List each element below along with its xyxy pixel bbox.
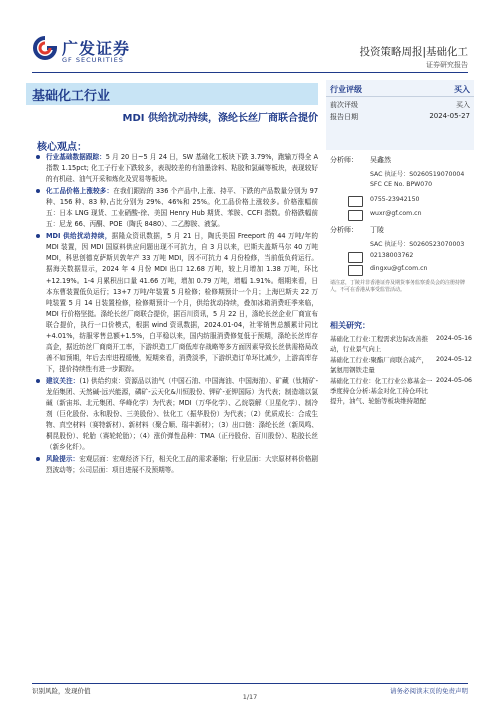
- rating-key: 前次评级: [330, 101, 358, 109]
- bullet-text: 在我们跟踪的 336 个产品中,上涨、持平、下跌的产品数量分别为 97 种、156 种、83 种,占比分别为 29%、46%和 25%。化工品价格上涨较多。价格涨幅前五：日本 LNG 现货、工业硝酸-徐、美国 Henry Hub 期货、苯胺、CCFI 指数。价格跌幅前五：尼龙 66、丙酮、POE（陶氏 8480）、二乙醇胺、液氯。: [46, 187, 319, 229]
- bullet-lead: 风险提示：: [46, 455, 80, 464]
- core-views-title: 核心观点：: [37, 142, 87, 153]
- footer-divider: [32, 683, 468, 684]
- bullet-lead: 行业基础数据跟踪：: [46, 153, 106, 161]
- bullet-lead: 建议关注：: [46, 376, 80, 385]
- gf-logo-icon: [32, 36, 58, 60]
- rating-divider: [326, 96, 474, 97]
- bullet-item: [46, 231, 318, 375]
- bullet-item: [46, 186, 318, 230]
- related-item-title[interactable]: 基础化工行业:工程需求边际改善推动，行业景气向上: [330, 335, 429, 354]
- report-type: 投资策略周报|基础化工: [359, 46, 468, 58]
- related-item[interactable]: [330, 355, 472, 375]
- analyst-sfc: SFC CE No. BPW070: [370, 181, 433, 188]
- bullet-item: [46, 454, 318, 476]
- bullet-text: 宏观层面：宏观经济下行，相关化工品的需求萎缩；行业层面：大宗原材料价格剧烈波动等；公司层面：项目进展不及预期等。: [46, 455, 319, 475]
- logo-name: 广发证券: [62, 39, 131, 58]
- bullet-item: [46, 152, 318, 185]
- email-icon: [348, 265, 363, 276]
- analyst-name: 丁陵: [370, 226, 384, 234]
- core-views-list: [46, 152, 318, 477]
- rating-value: 买入: [456, 101, 470, 109]
- bullet-lead: MDI 供给扰动持续，: [46, 232, 112, 241]
- analyst-sac: SAC 执证号：S0260519070004: [370, 171, 465, 178]
- industry-title: 基础化工行业: [32, 89, 111, 104]
- related-item[interactable]: [330, 376, 472, 407]
- related-research-title: 相关研究：: [330, 321, 370, 330]
- bullet-lead: 化工品价格上涨较多：: [46, 187, 114, 196]
- related-item[interactable]: [330, 334, 472, 354]
- related-item-title[interactable]: 基础化工行业:聚酯厂商联合减产，氯氨用钢铁走量: [330, 356, 429, 375]
- related-item-date: 2024-05-16: [436, 335, 472, 342]
- related-item-date: 2024-05-06: [436, 377, 472, 384]
- footer-slogan: 识别风险，发现价值: [32, 687, 91, 695]
- phone-icon: [348, 196, 363, 207]
- analyst-phone: 02138003762: [370, 252, 414, 259]
- analyst-role: 分析师：: [330, 156, 358, 164]
- report-subtitle: MDI 供给扰动持续，涤纶长丝厂商联合提价: [122, 113, 318, 124]
- email-icon: [348, 210, 363, 221]
- rating-value: 2024-05-27: [429, 112, 470, 120]
- bullet-text: (1) 供给约束：资源品以油气（中国石油、中国海油、中国海油）、矿藏（钛精矿-龙佰集团、天然碱-远兴能源，磷矿-云天化&川恒股份、钾矿-亚钾国际）为代表；制造端以氯碱（新宙邦、北元集团、华峰化学）为代表；MDI（万华化学）、乙烷裂解（卫星化学）、制冷剂（巨化股份、永和股份、三美股份）、钛化工（振华股份）为代表；（2）优质成长：合成生物、真空材料（赛特新材）、新材料（聚合顺、瑞丰新材）；（3）出口链：涤纶长丝（新凤鸣、桐昆股份）、轮胎（赛轮轮胎）；（4）涨价弹性品种：TMA（正丹股份、百川股份）、粘胶长丝（新乡化纤）。: [46, 376, 319, 452]
- analyst-note: 请注意，丁陵并非香港证券及期货事务监察委员会的注册持牌人，不可在香港从事受监管活动。: [330, 280, 466, 293]
- analyst-sac: SAC 执证号：S0260523070003: [370, 241, 465, 248]
- report-category: 证券研究报告: [426, 61, 468, 69]
- bullet-item: [46, 376, 318, 453]
- bullet-text: 据隆众资讯数据，5 月 21 日，陶氏美国 Freeport 的 44 万吨/年的 MDI 装置，因 MDI 国原料供应问题出现不可抗力，自 3 月以来，巴斯夫盖斯马尔 40 万吨 MDI，科思创德克萨斯贝敦年产 33 万吨 MDI，因不可抗力 4 月份检修，当前低负荷运行。据海关数据显示，2024 年 4 月份 MDI 出口 12.68 万吨，较上月增加 1.38 万吨，环比+12.19%。1-4 月累积出口量 41.66 万吨，增加 0.79 万吨，增幅 1.91%。烟期来看，日本东曹装置低负运行；13+7 万吨/年装置 5 月检修；检修期预计一个月；上海巴斯夫 22 万吨装置 5 月 14 日装置检修，检修期预计一个月，供给扰动持续，叠加冰箱消费旺季来临，MDI 行价格坚挺。涤纶长丝厂商联合提价，据百川资讯，5 月 22 日，涤纶长丝企业厂商宣布联合提价，执行一口价模式，根据 wind 资讯数据，2024.01-04，社零销售总额累计同比+4.01%，纺服零售总额+1.5%，白平稳以来，国内纺服消费修复低于预期，涤纶长丝库存高企，据近纺丝厂商商开工率，下游织造工厂商低库存战略等多方面因素导致长丝供需格局改善不如预期，年后去库进程缓慢，短期来看，消费淡季，下游织造订单环比减少，上游高库存下，提价持续性有进一步跟踪。: [46, 232, 318, 373]
- logo-english: GF SECURITIES: [62, 56, 124, 64]
- analyst-email[interactable]: dingxu@gf.com.cn: [370, 265, 428, 272]
- rating-key: 行业评级: [330, 85, 362, 94]
- header-divider: [32, 72, 468, 73]
- analyst-name: 吴鑫然: [370, 156, 391, 164]
- page-number: 1/17: [242, 693, 258, 701]
- analyst-email[interactable]: wuxr@gf.com.cn: [370, 210, 422, 217]
- bullet-text: 5 月 20 日~5 月 24 日，SW 基础化工板块下跌 3.79%，跑输万得全 A 指数 1.15pct; 化工子行业下跌较多，表现较差的有油墨涂料、粘胶和氯碱等板块，表现较好的有机硅、油气开采和炼化及贸易等板块。: [46, 153, 318, 184]
- analyst-role: 分析师：: [330, 226, 358, 234]
- analyst-phone: 0755-23942150: [370, 196, 420, 203]
- footer-disclaimer-link[interactable]: 请务必阅读末页的免责声明: [390, 687, 468, 695]
- rating-key: 报告日期: [330, 113, 358, 121]
- phone-icon: [348, 252, 363, 263]
- rating-value: 买入: [454, 85, 470, 94]
- related-item-date: 2024-05-12: [436, 356, 472, 363]
- related-item-title[interactable]: 基础化工行业：化工行业公募基金一季度持仓分析:基金对化工持仓环比提升，油气、轮胎等板块维持超配: [330, 377, 433, 406]
